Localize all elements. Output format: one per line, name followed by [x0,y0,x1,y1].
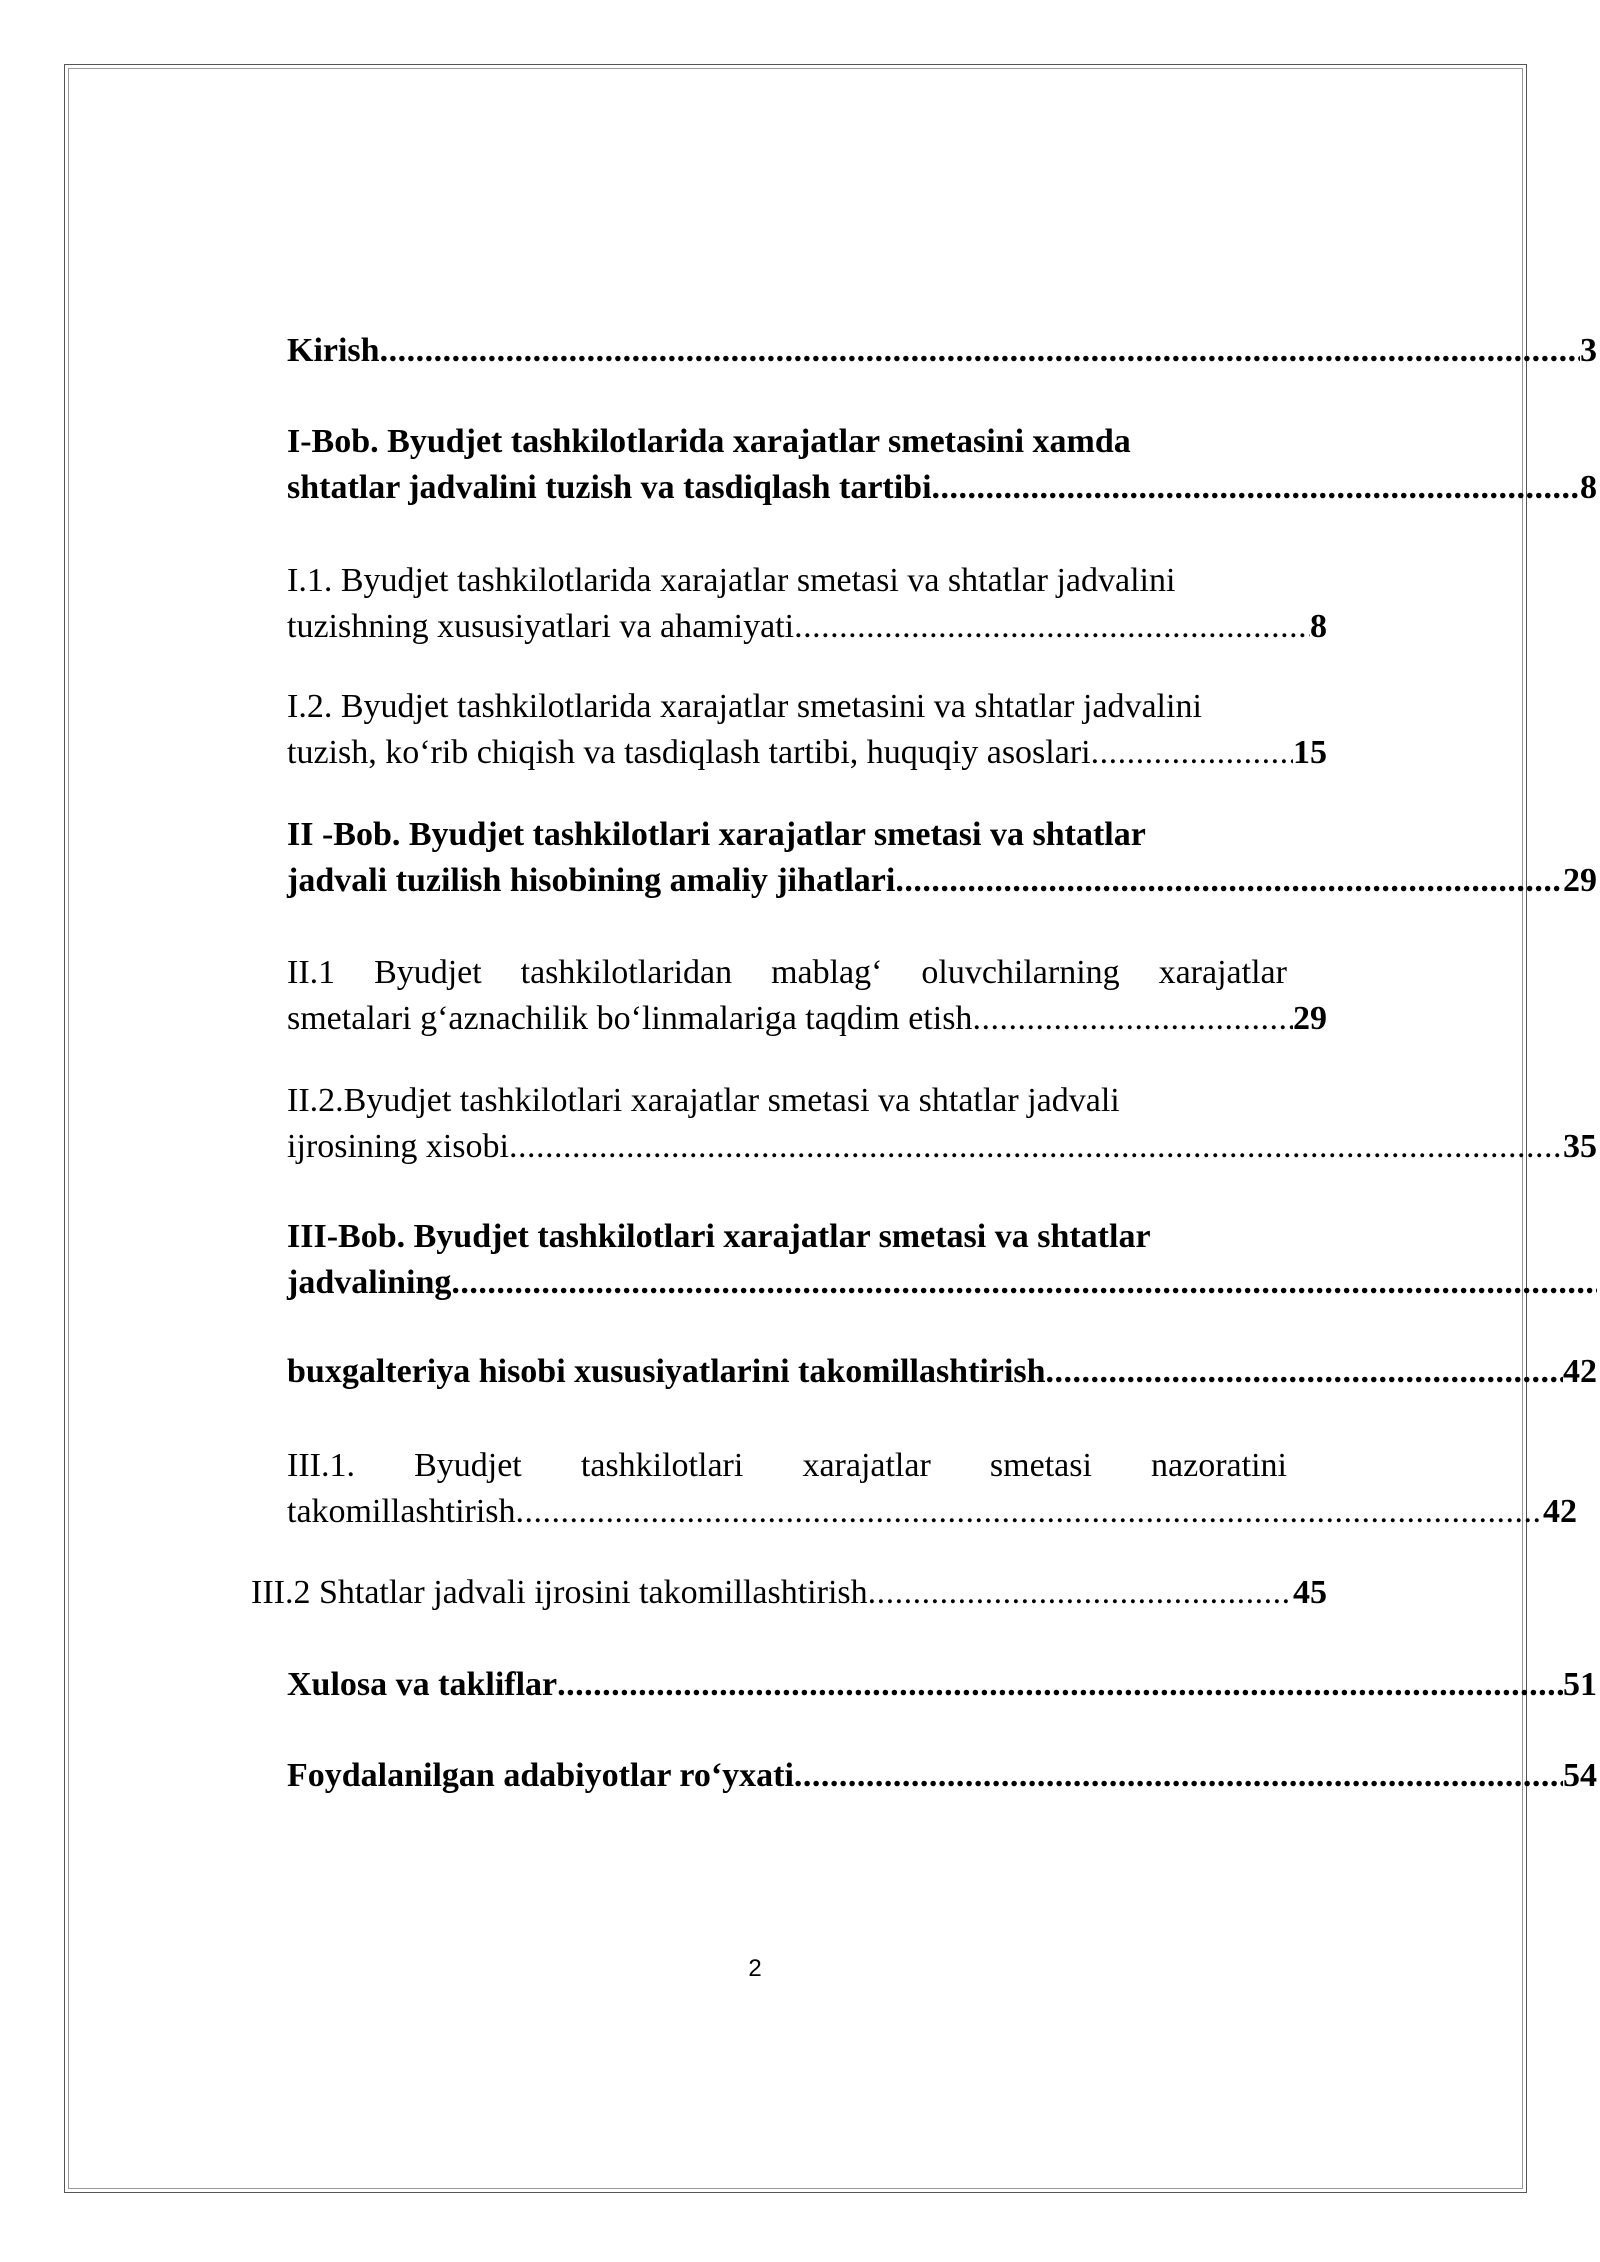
toc-entry-xulosa[interactable] [287,1662,1597,1708]
toc-entry-title-line2: shtatlar jadvalini tuzish va tasdiqlash tartibi [287,469,932,506]
toc-entry-kirish[interactable] [287,328,1597,374]
toc-entry-title-line2: jadvalining [287,1264,452,1301]
toc-entry-section-3-1[interactable] [287,1443,1577,1535]
toc-entry-title-line1: I.2. Byudjet tashkilotlarida xarajatlar smetasini va shtatlar jadvalini [287,688,1202,725]
title-word: Byudjet [374,954,482,991]
toc-entry-title: Xulosa va takliflar [287,1666,558,1703]
title-word: III.1. [287,1447,355,1484]
toc-entry-title-line1: III-Bob. Byudjet tashkilotlari xarajatlar smetasi va shtatlar [287,1218,1151,1255]
toc-entry-section-3-2[interactable] [251,1570,1327,1616]
title-word: xarajatlar [802,1447,931,1484]
leader-dots [451,1260,1597,1306]
toc-entry-title-line3: buxgalteriya hisobi xususiyatlarini takomillashtirish [287,1353,1046,1390]
leader-dots [868,1570,1293,1616]
leader-dots [1091,730,1293,776]
toc-entry-page: 42 [1563,1353,1597,1390]
title-word: xarajatlar [1158,954,1287,991]
title-word: smetasi [989,1447,1092,1484]
toc-entry-section-2-1[interactable] [287,950,1327,1042]
toc-entry-page: 54 [1563,1757,1597,1794]
toc-entry-title-line1: I-Bob. Byudjet tashkilotlarida xarajatlar smetasini xamda [287,423,1131,460]
toc-entry-title-line1 [287,950,1287,996]
toc-entry-title-line2: ijrosining xisobi [287,1128,509,1165]
title-word: oluvchilarning [921,954,1120,991]
page-number: 2 [748,1955,762,1982]
toc-entry-page: 45 [1293,1574,1327,1611]
toc-entry-title: III.2 Shtatlar jadvali ijrosini takomillashtirish [251,1574,868,1611]
leader-dots [972,996,1293,1042]
title-word: tashkilotlaridan [520,954,733,991]
toc-entry-page: 8 [1580,469,1597,506]
toc-entry-chapter-1[interactable] [287,419,1597,511]
toc-entry-section-1-1[interactable] [287,558,1327,650]
leader-dots [509,1124,1563,1170]
toc-entry-page: 35 [1563,1128,1597,1165]
toc-entry-page: 51 [1563,1666,1597,1703]
leader-dots [516,1489,1543,1535]
toc-entry-title-line1: I.1. Byudjet tashkilotlarida xarajatlar smetasi va shtatlar jadvalini [287,562,1176,599]
toc-entry-title-line2: jadvali tuzilish hisobining amaliy jihatlari [287,862,896,899]
toc-entry-title-line2: takomillashtirish [287,1493,516,1530]
toc-entry-title-line1: II -Bob. Byudjet tashkilotlari xarajatlar smetasi va shtatlar [287,816,1146,853]
title-word: nazoratini [1151,1447,1287,1484]
toc-entry-section-2-2[interactable] [287,1078,1597,1170]
leader-dots [895,858,1563,904]
toc-entry-page: 15 [1293,734,1327,771]
toc-entry-title-line1 [287,1443,1287,1489]
leader-dots [932,465,1580,511]
leader-dots [557,1662,1563,1708]
toc-entry-page: 3 [1580,332,1597,369]
toc-entry-chapter-3-cont[interactable] [287,1349,1597,1395]
toc-entry-page: 29 [1563,862,1597,899]
title-word: tashkilotlari [580,1447,744,1484]
leader-dots [794,1753,1563,1799]
toc-entry-page: 8 [1310,608,1327,645]
title-word: mablag‘ [771,954,883,991]
leader-dots [380,328,1580,374]
title-word: Byudjet [414,1447,522,1484]
toc-entry-chapter-3[interactable] [287,1214,1597,1306]
toc-entry-title-line2: smetalari g‘aznachilik bo‘linmalariga taqdim etish [287,1000,973,1037]
leader-dots [794,604,1310,650]
toc-entry-adabiyotlar[interactable] [287,1753,1597,1799]
toc-entry-page: 42 [1543,1493,1577,1530]
toc-entry-section-1-2[interactable] [287,684,1327,776]
toc-entry-page: 29 [1293,1000,1327,1037]
toc-entry-title: Foydalanilgan adabiyotlar ro‘yxati [287,1757,794,1794]
toc-entry-title: Kirish [287,332,380,369]
toc-entry-chapter-2[interactable] [287,812,1597,904]
toc-entry-title-line1: II.2.Byudjet tashkilotlari xarajatlar smetasi va shtatlar jadvali [287,1082,1120,1119]
toc-entry-title-line2: tuzish, ko‘rib chiqish va tasdiqlash tartibi, huquqiy asoslari [287,734,1091,771]
toc-entry-title-line2: tuzishning xususiyatlari va ahamiyati [287,608,795,645]
leader-dots [1046,1349,1563,1395]
title-word: II.1 [287,954,336,991]
